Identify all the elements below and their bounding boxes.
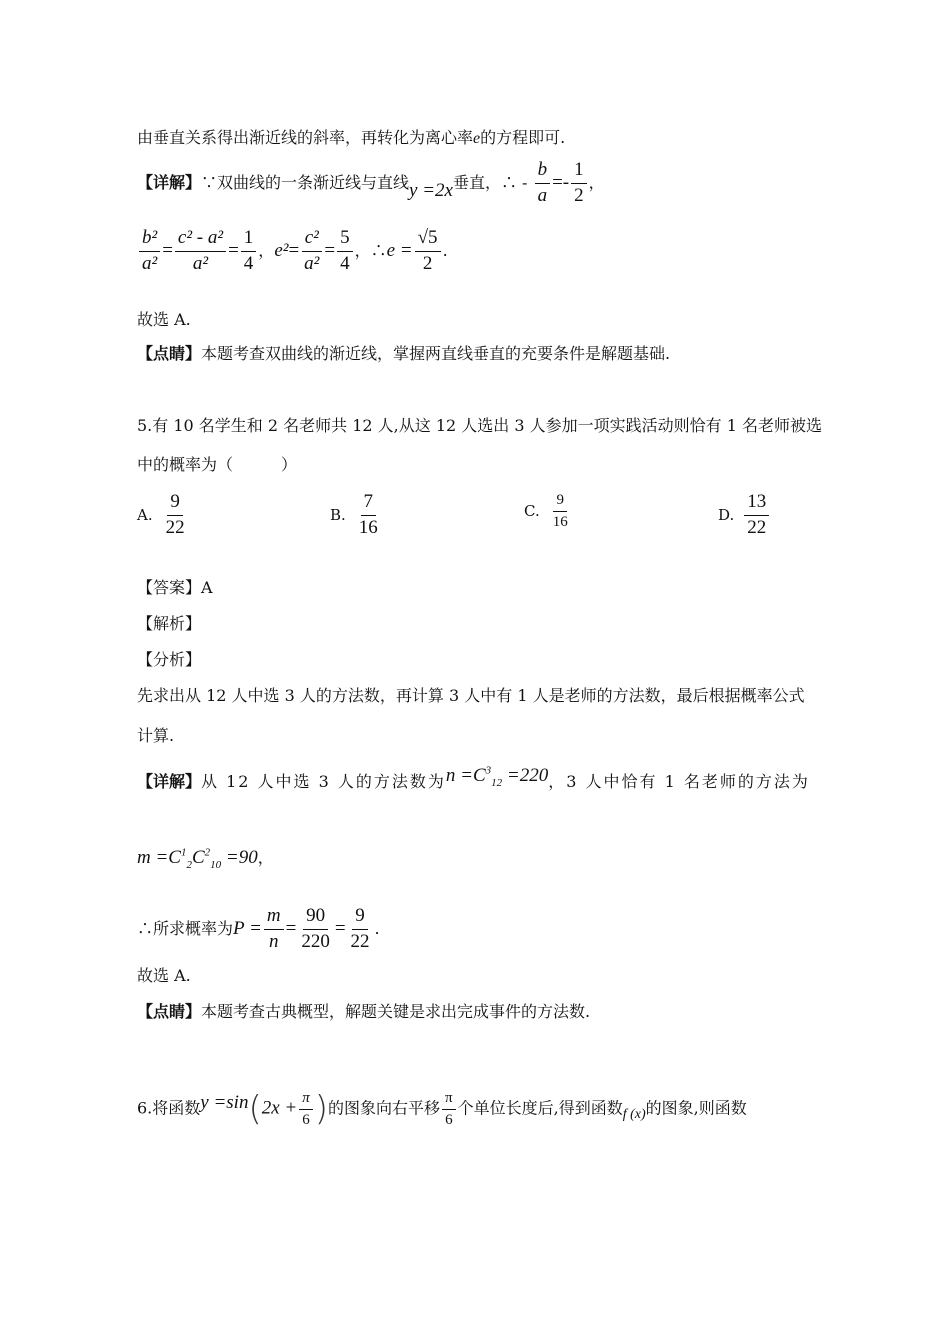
fraction: $\frac{9}{16}$ [552, 492, 568, 530]
text: 本题考查古典概型，解题关键是求出完成事件的方法数. [201, 1002, 591, 1021]
equation: y =sin [200, 1091, 249, 1113]
fraction: $\frac{\text{c²}}{\text{a²}}$ [301, 228, 322, 275]
fraction: $\frac{m}{n}$ [264, 906, 284, 953]
fraction: $\frac{\pi}{6}$ [299, 1090, 313, 1128]
fraction: $\frac{1}{2}$ [571, 160, 587, 207]
fraction: $\frac{9}{22}$ [350, 905, 370, 952]
analysis-subheading: 【分析】 [137, 650, 202, 669]
fraction: $\frac{\pi}{6}$ [442, 1090, 456, 1128]
analysis-text-2: 计算. [137, 726, 175, 745]
conclusion: 故选 A. [137, 966, 191, 985]
detail-tag: 【详解】 [137, 172, 202, 192]
function-notation: f (x) [622, 1106, 646, 1122]
answer: 【答案】A [137, 578, 213, 597]
option-c[interactable]: C. $\frac{9}{16}$ [524, 492, 573, 530]
text: 的方程即可. [480, 128, 566, 147]
text: 垂直，∴ - [452, 172, 528, 192]
text-line [137, 130, 565, 147]
text: 的图象向右平移 [328, 1098, 441, 1118]
text: ，3 人中恰有 1 名老师的方法为 [548, 772, 810, 791]
text: 6.将函数 [137, 1098, 201, 1118]
fraction: $\frac{5}{4}$ [337, 228, 353, 275]
option-d[interactable]: D. $\frac{13}{22}$ [718, 492, 771, 539]
comment-tag: 【点睛】 [137, 1002, 202, 1021]
equation: $m =C^1_2C^2_{10} =90$ [137, 846, 258, 871]
fraction: $\frac{\text{c² - a²}}{\text{a²}}$ [175, 228, 226, 275]
fraction: $\frac{7}{16}$ [358, 491, 378, 538]
probability-line: ∴所求概率为P = $\frac{m}{n}$ = $\frac{90}{220}$ = $\frac{9}{22}$ . [137, 905, 380, 952]
comment-line [137, 346, 670, 362]
question-5-line-1: 5.有 10 名学生和 2 名老师共 12 人,从这 12 人选出 3 人参加一项实践活动则恰有 1 名老师被选 [137, 416, 823, 435]
equation: e² [274, 239, 289, 261]
text: 从 12 人中选 3 人的方法数为 [201, 772, 446, 791]
text: 个单位长度后,得到函数 [457, 1098, 623, 1118]
question-6-line: 6.将函数y =sin(2x + $\frac{\pi}{6}$ )的图象向右平移 $\frac{\pi}{6}$ 个单位长度后,得到函数f (x)的图象,则函数 [137, 1089, 747, 1129]
text: 由垂直关系得出渐近线的斜率，再转化为离心率 [137, 128, 474, 147]
option-b[interactable]: B. $\frac{7}{16}$ [330, 492, 383, 539]
operator: =- [552, 171, 570, 193]
text: ， [588, 172, 605, 192]
equation: y =2x [409, 179, 453, 201]
fraction: $\frac{\text{b²}}{\text{a²}}$ [139, 228, 160, 275]
fraction: $\frac{√5}{2}$ [415, 228, 441, 275]
text: 本题考查双曲线的渐近线，掌握两直线垂直的充要条件是解题基础. [201, 344, 671, 363]
analysis-heading: 【解析】 [137, 614, 202, 633]
comment-line [137, 1004, 590, 1020]
detail-line [137, 160, 605, 207]
conclusion: 故选 A. [137, 310, 191, 329]
math-variable: e [473, 130, 481, 147]
detail-line [137, 764, 810, 791]
equation: P = [233, 917, 262, 939]
option-a[interactable]: A. $\frac{9}{22}$ [137, 492, 190, 539]
fraction: $\frac{13}{22}$ [744, 492, 769, 539]
text: ∵双曲线的一条渐近线与直线 [201, 172, 410, 192]
fraction: $\frac{1}{4}$ [241, 228, 257, 275]
fraction: $\frac{b}{a}$ [535, 160, 551, 207]
equation: e = [386, 239, 413, 261]
question-5-line-2: 中的概率为（ ） [137, 455, 298, 474]
fraction: $\frac{90}{220}$ [301, 905, 330, 952]
equation-line: $\frac{\text{b²}}{\text{a²}}$ = $\frac{\text{c² - a²}}{\text{a²}}$ = $\frac{1}{4}$ ，e²= $\frac{\text{c²}}{\text{a²}}$ = $\frac{5}{4}$ ，∴e = $\frac{√5}{2}$ . [137, 228, 448, 275]
comment-tag: 【点睛】 [137, 344, 202, 363]
fraction: $\frac{9}{22}$ [165, 491, 185, 538]
analysis-text-1: 先求出从 12 人中选 3 人的方法数，再计算 3 人中有 1 人是老师的方法数，最后根据概率公式 [137, 686, 805, 705]
text: ∴所求概率为 [137, 918, 234, 938]
detail-tag: 【详解】 [137, 772, 202, 791]
equation: $n =C^3_{12} =220$ [445, 764, 549, 789]
text: 的图象,则函数 [645, 1098, 747, 1118]
equation-line: $m =C^1_2C^2_{10} =90$， [137, 846, 274, 871]
